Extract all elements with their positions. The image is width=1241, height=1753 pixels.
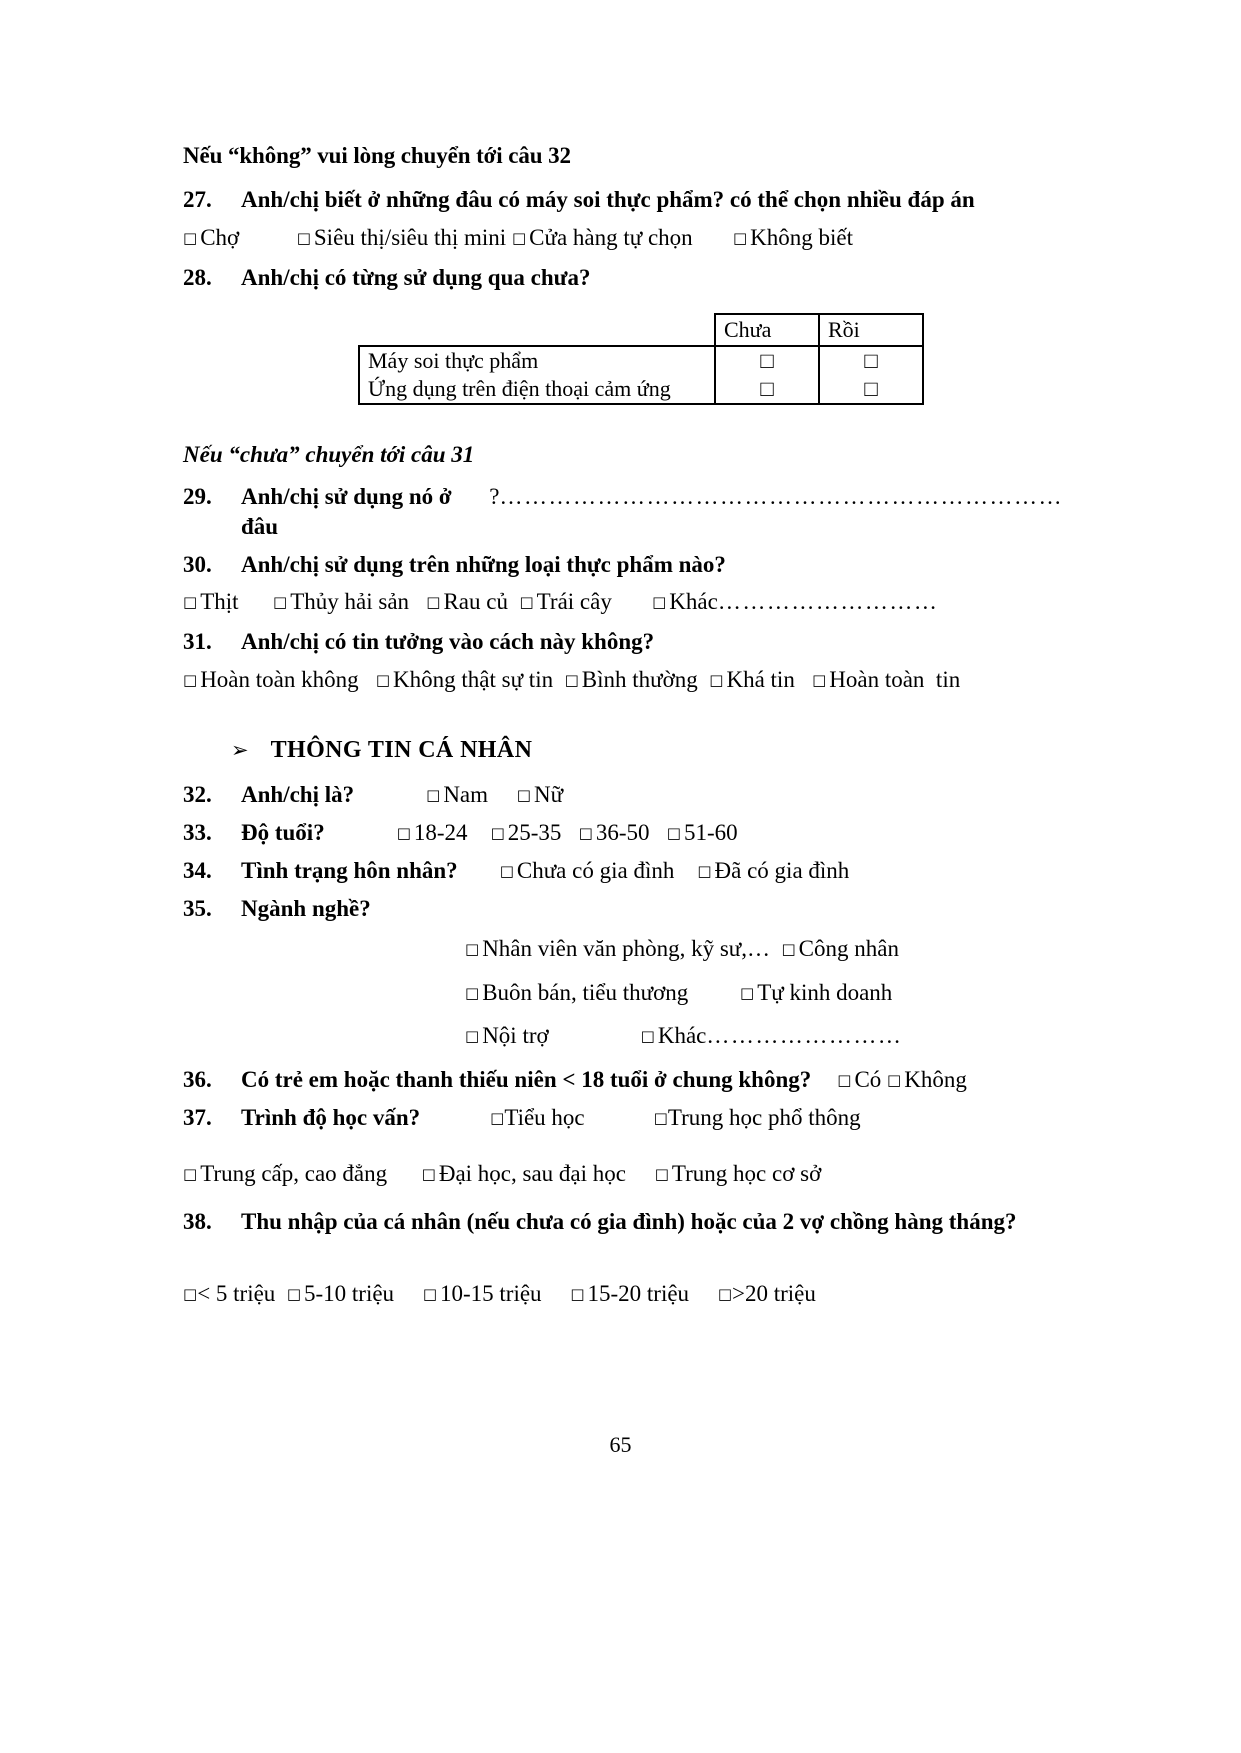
question-38-number: 38. (183, 1209, 212, 1235)
page-content (183, 140, 1063, 1319)
checkbox-icon[interactable]: □ (516, 786, 531, 805)
checkbox-icon[interactable]: □ (887, 1071, 902, 1090)
option-income-gt-20[interactable]: □>20 triệu (717, 1280, 816, 1306)
option-trung-hoc-pho-thong[interactable]: □Trung học phổ thông (653, 1105, 861, 1131)
option-age-18-24[interactable]: □ 18-24 (396, 820, 468, 845)
question-32-text: Anh/chị là? (241, 782, 355, 808)
checkbox-icon[interactable]: □ (396, 824, 411, 842)
occupation-row-1 (465, 934, 1063, 964)
question-28-text: Anh/chị có từng sử dụng qua chưa? (241, 264, 591, 290)
option-age-36-50[interactable]: □ 36-50 (578, 820, 650, 845)
question-38 (183, 1207, 1063, 1237)
row-label-ung-dung: Ứng dụng trên điện thoại cảm ứng (359, 375, 715, 404)
table-row (359, 346, 923, 375)
spacer (183, 1245, 1063, 1279)
question-31-number: 31. (183, 629, 212, 655)
arrow-bullet-icon: ➢ (231, 738, 249, 763)
option-age-25-35[interactable]: □ 25-35 (490, 820, 562, 845)
checkbox-icon[interactable]: □ (286, 1284, 301, 1303)
option-cong-nhan[interactable]: □ Công nhân (781, 935, 899, 961)
question-34-number: 34. (183, 857, 212, 883)
checkbox-icon[interactable]: □ (717, 1284, 732, 1303)
checkbox-icon[interactable]: □ (640, 1027, 655, 1046)
checkbox-icon[interactable]: □ (812, 671, 827, 690)
answer-dotted-line[interactable]: …………………………………………………………… (499, 483, 1063, 509)
question-32-options (426, 780, 563, 810)
question-37-text: Trình độ học vấn? (241, 1105, 421, 1131)
table-header-roi: Rồi (819, 314, 923, 346)
option-thit[interactable]: □ Thịt (183, 589, 239, 615)
row-label-may-soi: Máy soi thực phẩm (359, 346, 715, 375)
question-30-options (183, 587, 1063, 617)
question-30-text: Anh/chị sử dụng trên những loại thực phẩm nào? (241, 551, 726, 577)
checkbox-icon[interactable]: □ (421, 1165, 436, 1184)
spacer (183, 1141, 1063, 1159)
checkbox-icon[interactable]: □ (490, 1109, 505, 1128)
checkbox-icon[interactable]: □ (183, 1284, 198, 1303)
question-31-text: Anh/chị có tin tưởng vào cách này không? (241, 629, 655, 655)
option-nhan-vien-van-phong[interactable]: □ Nhân viên văn phòng, kỹ sư,… (465, 935, 770, 961)
question-35-options (183, 934, 1063, 1052)
checkbox-cell-roi[interactable]: □ (819, 375, 923, 404)
option-noi-tro[interactable]: □ Nội trợ (465, 1023, 549, 1049)
option-binh-thuong[interactable]: □ Bình thường (564, 667, 698, 693)
question-33-text: Độ tuổi? (241, 820, 325, 845)
occupation-row-2 (465, 978, 1063, 1008)
checkbox-icon[interactable]: □ (732, 228, 748, 247)
checkbox-icon[interactable]: □ (578, 824, 593, 842)
question-27-number: 27. (183, 187, 212, 213)
question-29-number: 29. (183, 483, 212, 509)
section-heading-personal-info (183, 737, 1063, 764)
checkbox-icon[interactable]: □ (183, 593, 198, 612)
question-35-number: 35. (183, 895, 212, 921)
option-da-co-gia-dinh[interactable]: □ Đã có gia đình (697, 857, 850, 883)
checkbox-icon[interactable]: □ (296, 228, 311, 247)
spacer (183, 405, 1063, 439)
checkbox-icon[interactable]: □ (426, 786, 441, 805)
question-36-text: Có trẻ em hoặc thanh thiếu niên < 18 tuổi ở chung không? (241, 1067, 812, 1093)
checkbox-icon[interactable]: □ (273, 593, 288, 612)
checkbox-icon[interactable]: □ (490, 824, 505, 842)
option-co[interactable]: □ Có (837, 1067, 882, 1093)
question-35-text: Ngành nghề? (241, 895, 371, 921)
checkbox-cell-roi[interactable]: □ (819, 346, 923, 375)
question-31 (183, 627, 1063, 657)
option-khong-biet[interactable]: □ Không biết (732, 224, 853, 250)
checkbox-icon[interactable]: □ (465, 1027, 480, 1046)
question-36-number: 36. (183, 1067, 212, 1093)
question-34-text: Tình trạng hôn nhân? (241, 857, 458, 883)
option-income-5-10[interactable]: □ 5-10 triệu (286, 1280, 395, 1306)
option-khong[interactable]: □ Không (887, 1067, 967, 1093)
checkbox-icon[interactable]: □ (837, 1071, 852, 1090)
option-khac[interactable]: □ Khác (652, 589, 718, 615)
option-tu-kinh-doanh[interactable]: □ Tự kinh doanh (740, 979, 893, 1005)
option-cho[interactable]: □ Chợ (183, 224, 240, 250)
checkbox-icon[interactable]: □ (564, 671, 579, 690)
question-37-options-row2 (183, 1159, 1063, 1189)
skip-note-31: Nếu “chưa” chuyển tới câu 31 (183, 441, 475, 467)
option-nu[interactable]: □ Nữ (516, 782, 564, 808)
question-33 (183, 818, 1063, 848)
question-38-text: Thu nhập của cá nhân (nếu chưa có gia đình) hoặc của 2 vợ chồng hàng tháng? (241, 1209, 1017, 1235)
checkbox-icon[interactable]: □ (519, 593, 534, 612)
question-35 (183, 894, 1063, 924)
answer-dotted-line[interactable]: …………………… (706, 1023, 903, 1049)
skip-note-32: Nếu “không” vui lòng chuyển tới câu 32 (183, 143, 571, 168)
table-row (359, 375, 923, 404)
checkbox-icon[interactable]: □ (375, 671, 391, 690)
checkbox-icon[interactable]: □ (183, 671, 198, 690)
option-dai-hoc-sau-dai-hoc[interactable]: □ Đại học, sau đại học (421, 1161, 626, 1187)
option-chua-co-gia-dinh[interactable]: □ Chưa có gia đình (499, 857, 675, 883)
checkbox-icon[interactable]: □ (499, 861, 514, 880)
checkbox-icon[interactable]: □ (740, 983, 755, 1002)
question-29-tail: ? (489, 483, 500, 509)
question-32 (183, 780, 1063, 810)
question-33-number: 33. (183, 820, 212, 845)
table-header-blank (359, 314, 715, 346)
section-title: THÔNG TIN CÁ NHÂN (270, 737, 533, 764)
option-trung-cap-cao-dang[interactable]: □ Trung cấp, cao đẳng (183, 1161, 388, 1187)
option-sieu-thi[interactable]: □ Siêu thị/siêu thị mini (296, 224, 507, 250)
checkbox-cell-chua[interactable]: □ (715, 375, 819, 404)
question-29 (183, 482, 1063, 542)
checkbox-cell-chua[interactable]: □ (715, 346, 819, 375)
occupation-row-3 (465, 1021, 1063, 1051)
option-kha-tin[interactable]: □ Khá tin (709, 667, 795, 693)
checkbox-icon[interactable]: □ (781, 939, 796, 958)
checkbox-icon[interactable]: □ (511, 228, 527, 247)
checkbox-icon[interactable]: □ (697, 861, 712, 880)
option-age-51-60[interactable]: □ 51-60 (666, 820, 738, 845)
option-trai-cay[interactable]: □ Trái cây (519, 589, 612, 615)
checkbox-icon[interactable]: □ (426, 593, 441, 612)
checkbox-icon[interactable]: □ (654, 1165, 669, 1184)
question-37-number: 37. (183, 1105, 212, 1131)
question-27-text: Anh/chị biết ở những đâu có máy soi thực phẩm? có thể chọn nhiều đáp án (241, 187, 975, 213)
option-nam[interactable]: □ Nam (426, 782, 489, 808)
checkbox-icon[interactable]: □ (465, 939, 480, 958)
question-38-options (183, 1279, 1063, 1309)
question-27 (183, 185, 1063, 215)
option-hoan-toan-tin[interactable]: □ Hoàn toàn tin (812, 667, 961, 693)
checkbox-icon[interactable]: □ (653, 1109, 668, 1128)
question-31-options (183, 665, 1063, 695)
question-28-table-wrap (183, 313, 1063, 405)
question-37-options-row1 (490, 1103, 860, 1133)
option-tieu-hoc[interactable]: □Tiểu học (490, 1105, 585, 1131)
table-header-row (359, 314, 923, 346)
checkbox-icon[interactable]: □ (652, 593, 667, 612)
question-32-number: 32. (183, 782, 212, 808)
option-income-lt-5[interactable]: □< 5 triệu (183, 1280, 276, 1306)
table-header-chua: Chưa (715, 314, 819, 346)
option-khong-that-su-tin[interactable]: □ Không thật sự tin (375, 667, 554, 693)
checkbox-icon[interactable]: □ (570, 1284, 585, 1303)
question-34-options (500, 856, 850, 886)
question-27-options (183, 223, 1063, 253)
question-28 (183, 263, 1063, 293)
question-34 (183, 856, 1063, 886)
question-33-options (397, 818, 738, 848)
option-income-15-20[interactable]: □ 15-20 triệu (570, 1280, 690, 1306)
checkbox-icon[interactable]: □ (183, 228, 198, 247)
question-29-text: Anh/chị sử dụng nó ở đâu (241, 483, 452, 539)
question-37 (183, 1103, 1063, 1133)
checkbox-icon[interactable]: □ (666, 824, 681, 842)
question-30 (183, 550, 1063, 580)
option-khac-nganh-nghe[interactable]: □ Khác (640, 1023, 707, 1049)
checkbox-icon[interactable]: □ (422, 1284, 437, 1303)
option-trung-hoc-co-so[interactable]: □ Trung học cơ sở (654, 1161, 822, 1187)
option-thuy-hai-san[interactable]: □ Thủy hải sản (273, 589, 410, 615)
page-number: 65 (609, 1432, 632, 1457)
question-28-number: 28. (183, 264, 212, 290)
question-30-number: 30. (183, 551, 212, 577)
option-income-10-15[interactable]: □ 10-15 triệu (422, 1280, 542, 1306)
option-buon-ban-tieu-thuong[interactable]: □ Buôn bán, tiểu thương (465, 979, 689, 1005)
option-rau-cu[interactable]: □ Rau củ (426, 589, 508, 615)
checkbox-icon[interactable]: □ (183, 1165, 198, 1184)
option-hoan-toan-khong[interactable]: □ Hoàn toàn không (183, 667, 359, 693)
option-cua-hang-tu-chon[interactable]: □ Cửa hàng tự chọn (511, 224, 693, 250)
answer-dotted-line[interactable]: ……………………… (717, 589, 939, 615)
question-36-options (837, 1065, 967, 1095)
question-36 (183, 1065, 1063, 1095)
spacer (183, 1199, 1063, 1207)
checkbox-icon[interactable]: □ (465, 983, 480, 1002)
checkbox-icon[interactable]: □ (709, 671, 724, 690)
usage-table (358, 313, 924, 405)
